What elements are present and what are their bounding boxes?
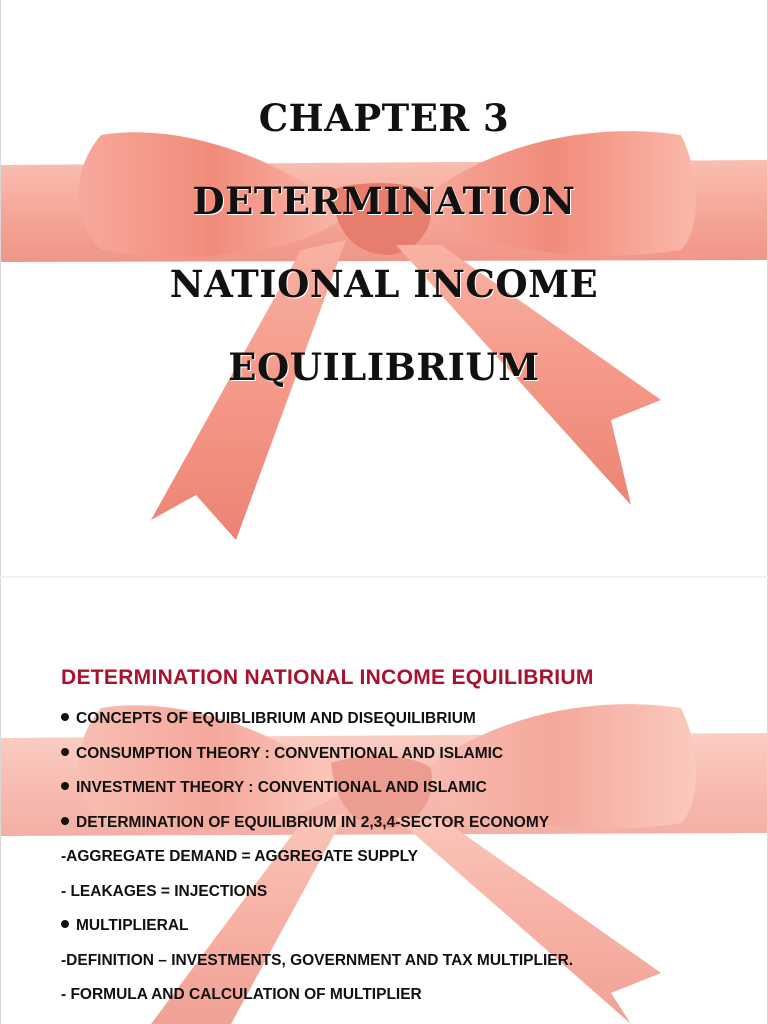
topic-text: CONCEPTS OF EQUIBLIBRIUM AND DISEQUILIBRIUM	[76, 710, 476, 727]
topic-list-item	[61, 777, 573, 812]
bullet-icon	[61, 920, 69, 928]
topic-list-item	[61, 950, 573, 985]
bullet-icon	[61, 713, 69, 721]
bullet-icon	[61, 748, 69, 756]
topic-list-item	[61, 984, 573, 1019]
bullet-icon	[61, 782, 69, 790]
topic-list-item	[61, 846, 573, 881]
topic-list	[61, 708, 573, 1019]
topic-text: CONSUMPTION THEORY : CONVENTIONAL AND ISLAMIC	[76, 744, 504, 762]
title-line-chapter: CHAPTER 3	[258, 96, 510, 140]
topic-text: -AGGREGATE DEMAND = AGGREGATE SUPPLY	[61, 848, 418, 865]
slide-title	[1, 88, 767, 420]
title-line-determination: DETERMINATION	[192, 179, 576, 223]
topic-list-item	[61, 708, 573, 743]
topic-list-item	[61, 915, 573, 950]
topic-list-item	[61, 743, 573, 778]
topic-text: -DEFINITION – INVESTMENTS, GOVERNMENT AND TAX MULTIPLIER.	[61, 951, 574, 969]
topic-list-item	[61, 812, 573, 847]
topic-text: MULTIPLIERAL	[76, 917, 189, 934]
topic-text: - LEAKAGES = INJECTIONS	[61, 882, 268, 900]
topic-list-item	[61, 881, 573, 916]
bullet-icon	[61, 817, 69, 825]
topic-text: DETERMINATION OF EQUILIBRIUM IN 2,3,4-SECTOR ECONOMY	[76, 813, 550, 831]
title-line-national-income: NATIONAL INCOME	[169, 262, 599, 306]
topic-text: INVESTMENT THEORY : CONVENTIONAL AND ISLAMIC	[76, 779, 487, 796]
topic-text: - FORMULA AND CALCULATION OF MULTIPLIER	[61, 986, 422, 1003]
content-slide	[0, 578, 768, 1024]
title-line-equilibrium: EQUILIBRIUM	[228, 345, 540, 389]
content-heading: DETERMINATION NATIONAL INCOME EQUILIBRIUM	[61, 666, 594, 689]
